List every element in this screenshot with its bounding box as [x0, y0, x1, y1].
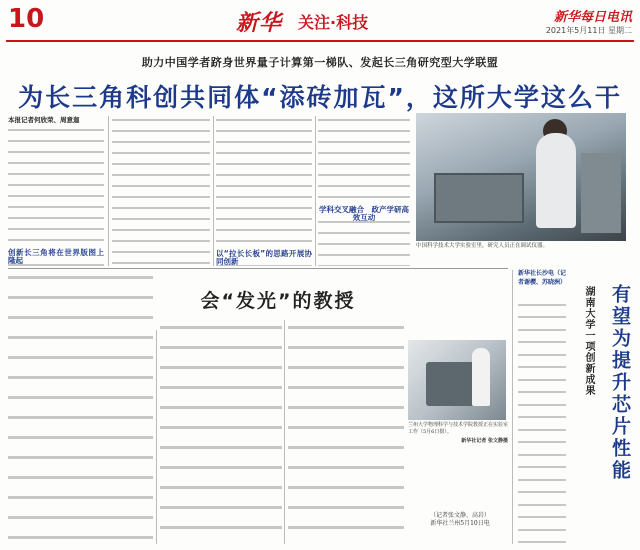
dateline: 新华社兰州5月10日电	[430, 520, 490, 527]
author-line: （记者张文静、高岩）	[429, 512, 490, 519]
caption-text: 兰州大学物理科学与技术学院教授正在实验室工作（5月6日摄）。	[408, 422, 509, 435]
top-story-column-2	[112, 116, 210, 266]
page-number: 10	[8, 4, 45, 34]
section-title: 关注·科技	[298, 13, 369, 32]
side-story-body	[518, 300, 566, 544]
lab-photo-caption: 中国科学技术大学实验室里，研究人员正在调试仪器。	[416, 243, 549, 249]
lab-equipment	[434, 173, 524, 223]
top-story-column-1	[8, 116, 104, 266]
side-story-headline: 有望为提升芯片性能	[609, 284, 631, 482]
lab-equipment	[581, 153, 621, 233]
top-story-byline: 本报记者何欣荣、周意迦	[8, 116, 80, 124]
masthead-rule	[6, 40, 634, 42]
column-divider	[512, 270, 513, 544]
lab-photo	[416, 113, 626, 241]
column-divider	[315, 116, 316, 266]
researcher-figure	[536, 133, 576, 228]
column-divider	[156, 330, 157, 544]
top-story-subtitle-3: 学科交叉融合 政产学研高效互动	[319, 205, 409, 222]
masthead	[0, 0, 640, 40]
brand-logo: 新华	[236, 10, 283, 36]
professor-photo-caption	[408, 422, 508, 445]
second-story-column-2	[160, 320, 282, 544]
side-story-kicker: 湖南大学一项创新成果	[583, 286, 594, 396]
dateline-box	[420, 512, 500, 528]
second-story-column-3	[288, 320, 404, 544]
top-story-subhead: 助力中国学者跻身世界量子计算第一梯队、发起长三角研究型大学联盟	[141, 56, 499, 69]
side-story-tag: 新华社长沙电（记者谢樱、苏晓洲）	[518, 270, 567, 286]
column-divider	[108, 116, 109, 266]
issue-date: 2021年5月11日 星期二	[545, 26, 632, 35]
professor-photo	[408, 340, 506, 420]
top-story-column-4	[318, 116, 410, 266]
column-divider	[284, 320, 285, 544]
photo-credit: 新华社记者 张文静摄	[461, 438, 508, 444]
professor-figure	[472, 348, 490, 406]
top-story-subtitle-2: 以“拉长长板”的思路开展协同创新	[216, 249, 312, 266]
top-story-subtitle-1: 创新长三角将在世界版图上隆起	[8, 248, 104, 265]
story-divider	[8, 268, 508, 269]
column-divider	[213, 116, 214, 266]
second-story-headline: 会“发光”的教授	[200, 290, 356, 312]
paper-name: 新华每日电讯	[553, 10, 632, 25]
top-story-headline: 为长三角科创共同体“添砖加瓦”，这所大学这么干	[18, 83, 622, 112]
second-story-column-1	[8, 270, 153, 544]
top-story-column-3	[216, 116, 312, 266]
